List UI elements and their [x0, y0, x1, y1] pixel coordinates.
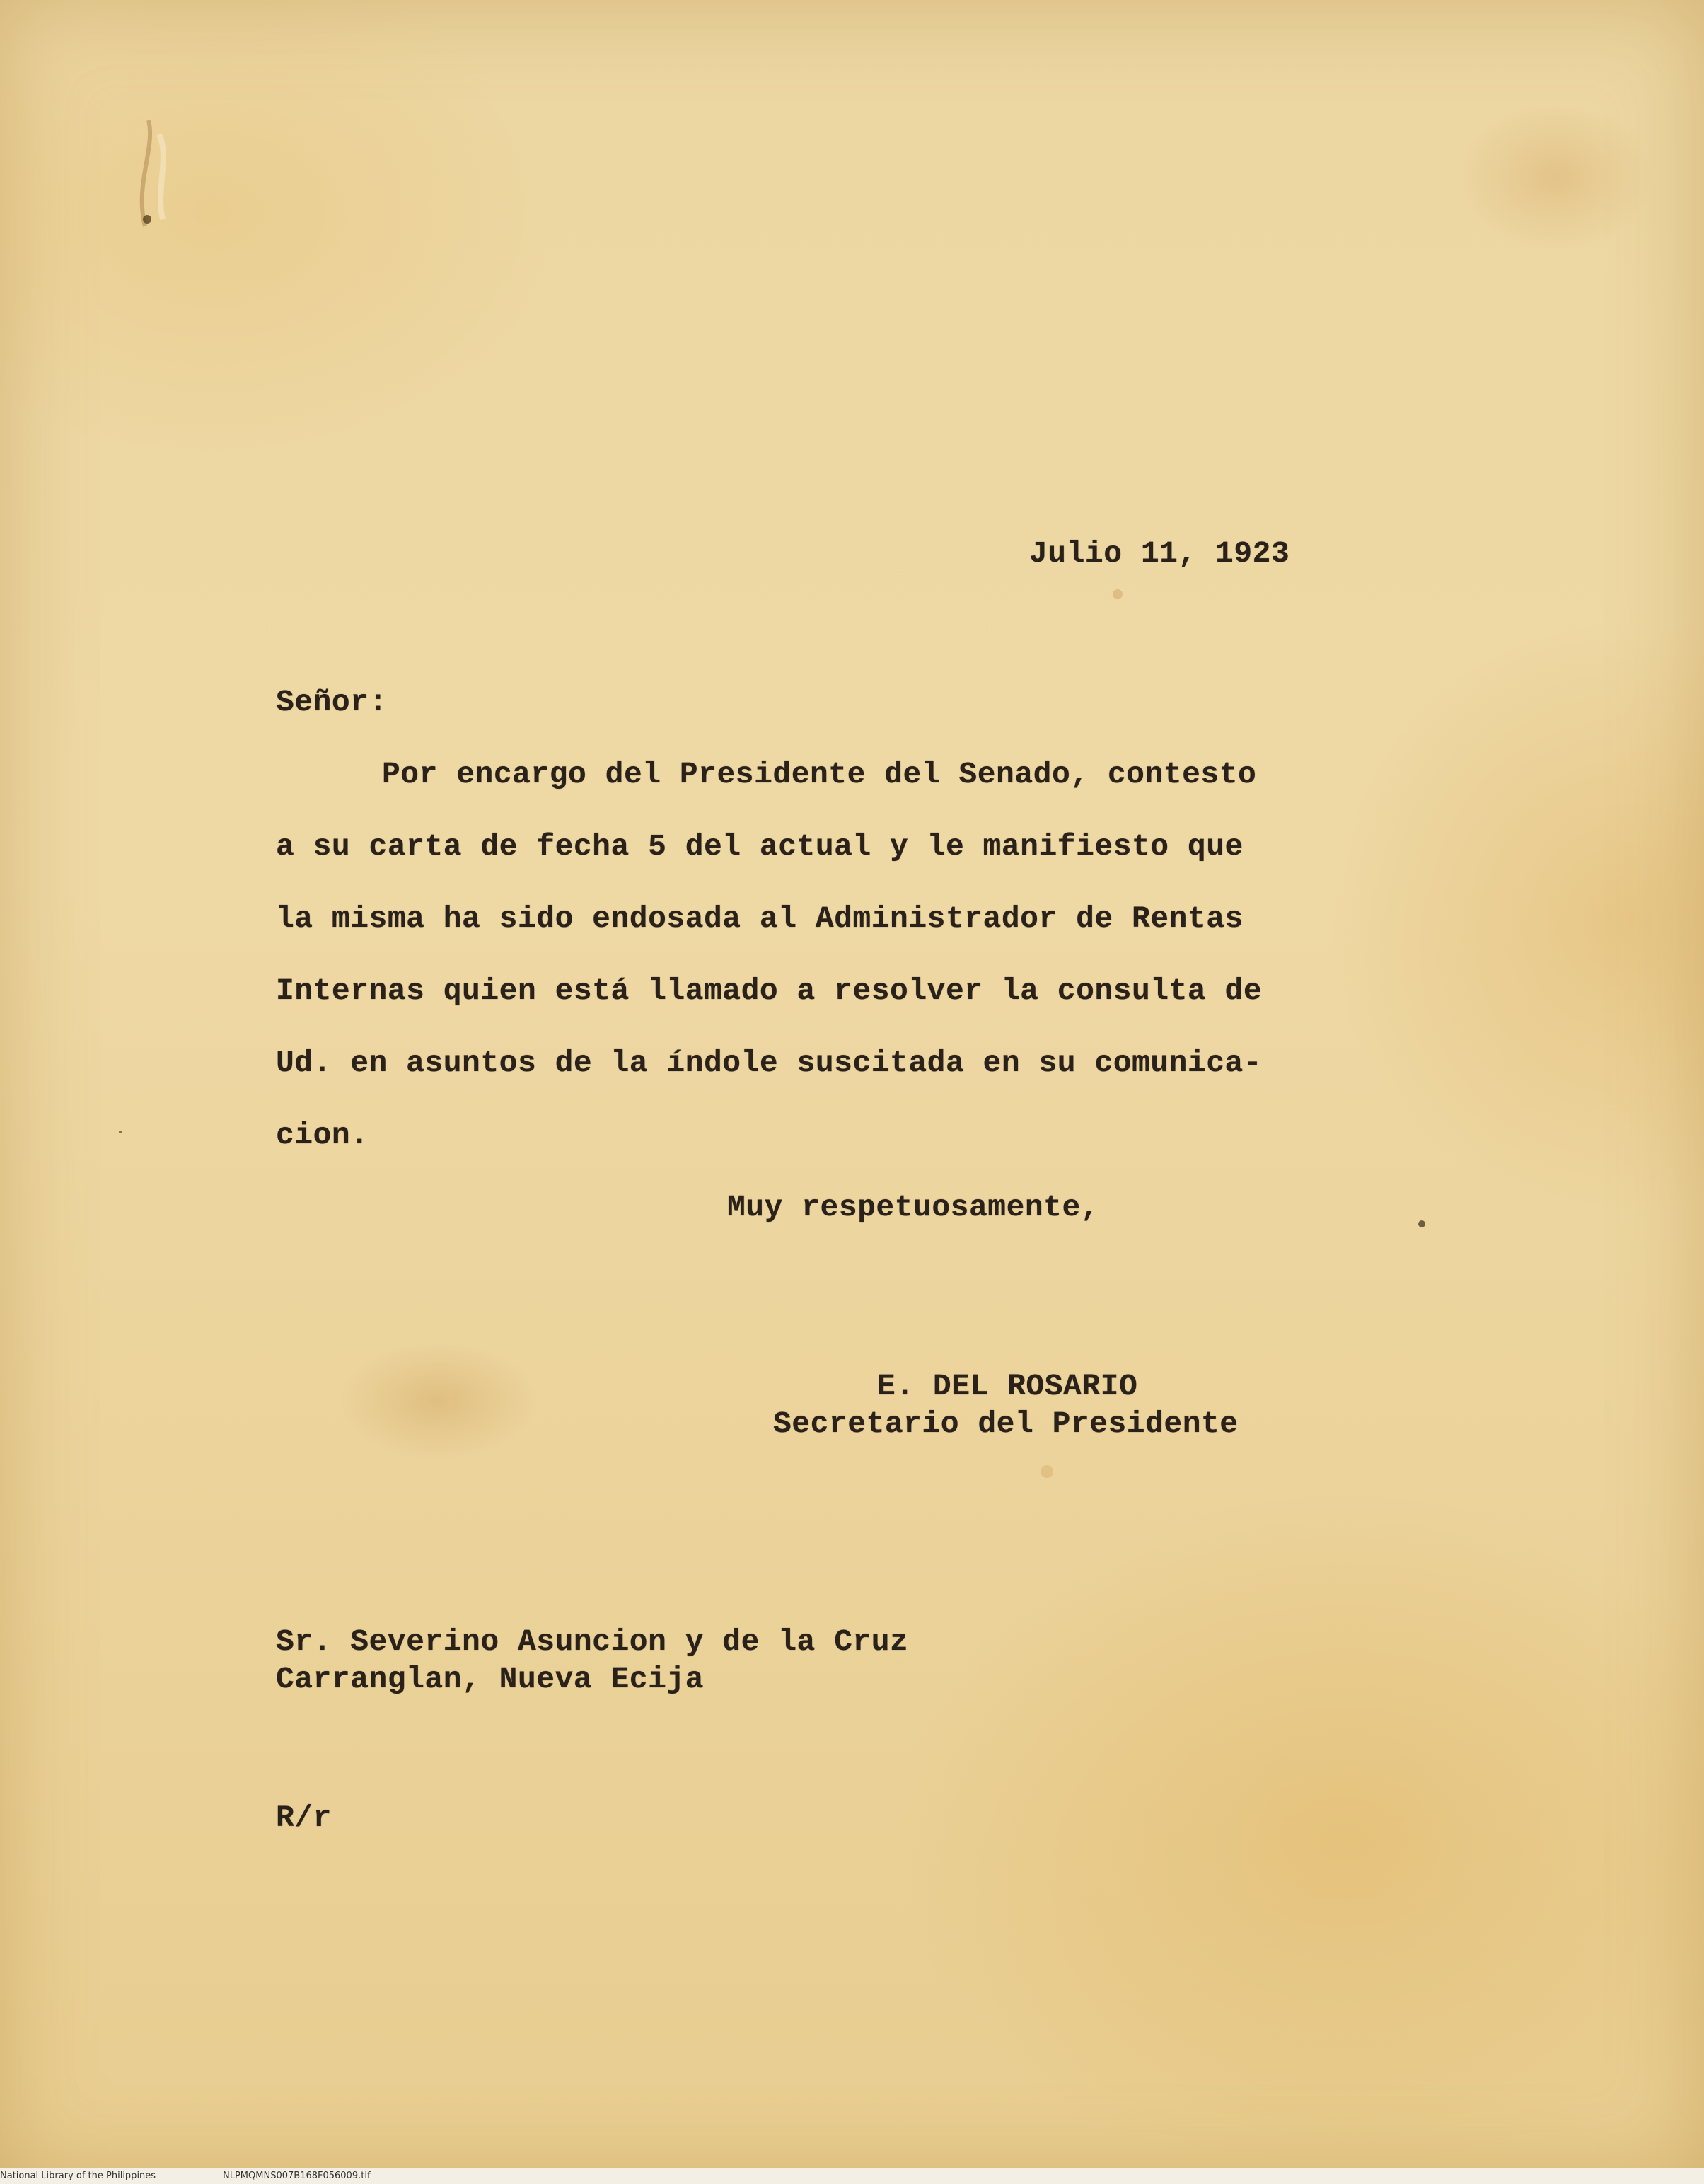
body-line-3: la misma ha sido endosada al Administrador de Rentas	[276, 901, 1244, 936]
reference-initials: R/r	[276, 1801, 332, 1835]
addressee-name: Sr. Severino Asuncion y de la Cruz	[276, 1624, 909, 1659]
body-line-6: cion.	[276, 1118, 369, 1152]
addressee-location: Carranglan, Nueva Ecija	[276, 1662, 704, 1697]
letter-date: Julio 11, 1923	[1029, 536, 1290, 571]
signature-title: Secretario del Presidente	[773, 1406, 1239, 1441]
body-line-4: Internas quien está llamado a resolver la consulta de	[276, 973, 1263, 1008]
footer-library: National Library of the Philippines	[0, 2171, 156, 2181]
body-line-1: Por encargo del Presidente del Senado, contesto	[382, 757, 1257, 792]
archive-footer	[0, 2168, 1704, 2184]
body-line-2: a su carta de fecha 5 del actual y le manifiesto que	[276, 829, 1244, 864]
closing: Muy respetuosamente,	[727, 1190, 1100, 1225]
body-line-5: Ud. en asuntos de la índole suscitada en su comunica-	[276, 1046, 1263, 1080]
footer-file-id: NLPMQMNS007B168F056009.tif	[223, 2171, 371, 2181]
salutation: Señor:	[276, 685, 388, 720]
signature-name: E. DEL ROSARIO	[877, 1369, 1138, 1404]
